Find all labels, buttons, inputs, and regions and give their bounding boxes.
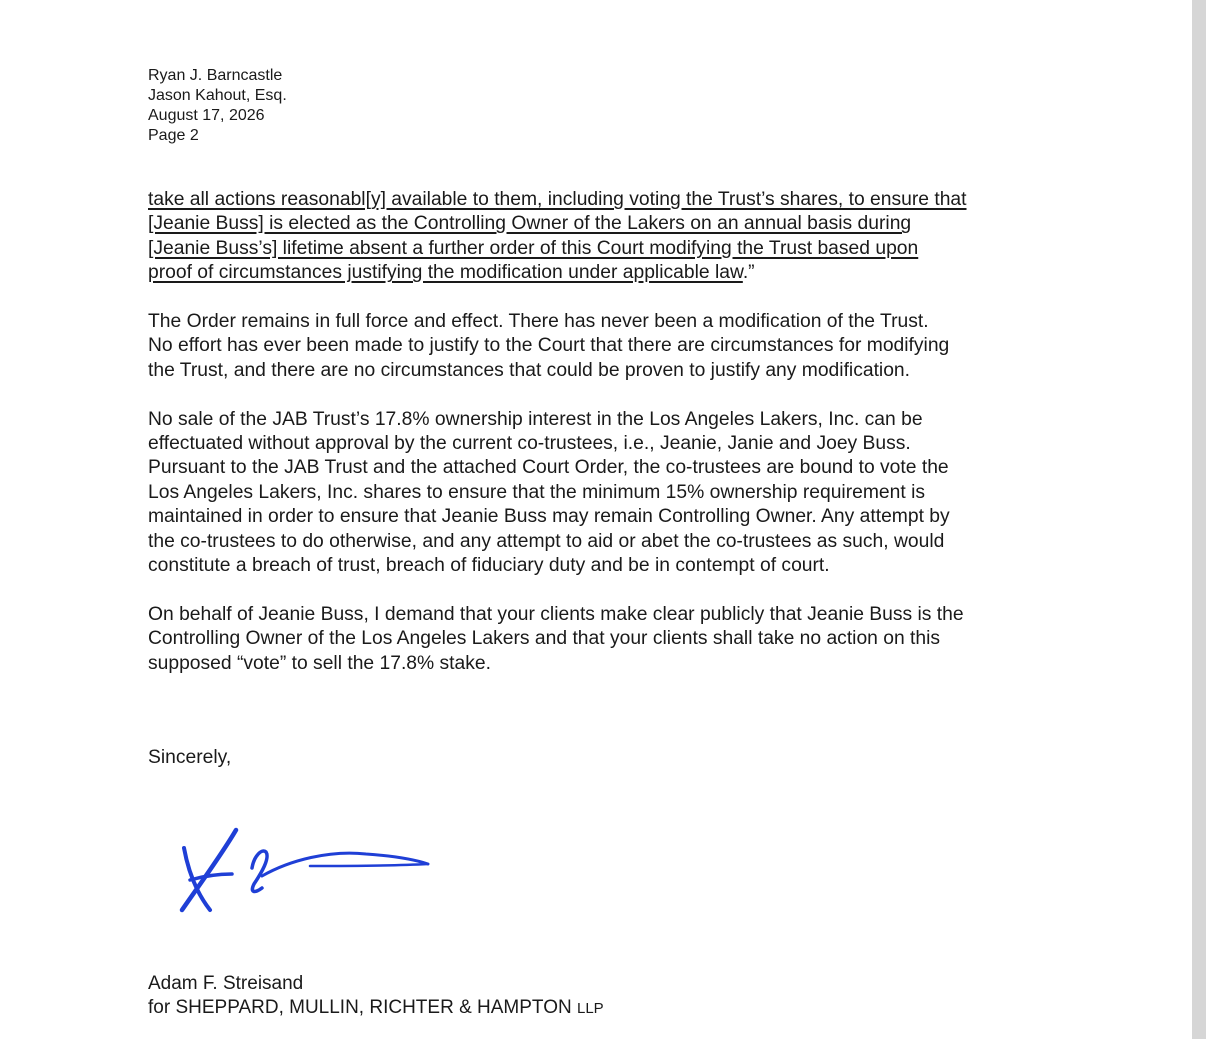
letter-date: August 17, 2026 xyxy=(148,107,265,124)
handwritten-signature xyxy=(170,820,450,920)
paragraph-line: supposed “vote” to sell the 17.8% stake. xyxy=(148,652,491,674)
paragraph-line: maintained in order to ensure that Jeanie Buss may remain Controlling Owner. Any attempt by xyxy=(148,506,950,528)
signature-block xyxy=(148,972,604,1021)
closing-salutation: Sincerely, xyxy=(148,747,232,768)
quote-line: take all actions reasonabl[y] available to them, including voting the Trust’s shares, to ensure that xyxy=(148,189,967,210)
firm-name: for SHEPPARD, MULLIN, RICHTER & HAMPTON LLP xyxy=(148,997,604,1018)
recipient-name: Ryan J. Barncastle xyxy=(148,67,283,84)
quote-line: proof of circumstances justifying the modification under applicable law.” xyxy=(148,262,755,284)
quoted-order xyxy=(148,188,1068,286)
recipient-name: Jason Kahout, Esq. xyxy=(148,87,287,104)
paragraph-line: The Order remains in full force and effect. There has never been a modification of the Trust. xyxy=(148,311,929,333)
letter-body xyxy=(148,188,1068,676)
paragraph-line: No effort has ever been made to justify to the Court that there are circumstances for modifying xyxy=(148,335,950,357)
paragraph-line: On behalf of Jeanie Buss, I demand that your clients make clear publicly that Jeanie Buss is the xyxy=(148,603,964,625)
paragraph xyxy=(148,310,1068,383)
page-edge xyxy=(1192,0,1206,1039)
quote-line: [Jeanie Buss] is elected as the Controlling Owner of the Lakers on an annual basis during xyxy=(148,213,912,235)
page-number: Page 2 xyxy=(148,127,199,144)
paragraph-line: Los Angeles Lakers, Inc. shares to ensure that the minimum 15% ownership requirement is xyxy=(148,481,926,503)
paragraph-line: the Trust, and there are no circumstances that could be proven to justify any modification. xyxy=(148,359,911,381)
letter-header xyxy=(148,66,287,146)
quote-line: [Jeanie Buss’s] lifetime absent a further order of this Court modifying the Trust based upon xyxy=(148,237,919,259)
paragraph-line: Pursuant to the JAB Trust and the attached Court Order, the co-trustees are bound to vote the xyxy=(148,457,949,479)
signer-name: Adam F. Streisand xyxy=(148,973,304,994)
paragraph-line: Controlling Owner of the Los Angeles Lakers and that your clients shall take no action on this xyxy=(148,628,941,650)
paragraph-line: No sale of the JAB Trust’s 17.8% ownership interest in the Los Angeles Lakers, Inc. can be xyxy=(148,408,923,430)
paragraph xyxy=(148,408,1068,579)
paragraph-line: constitute a breach of trust, breach of fiduciary duty and be in contempt of court. xyxy=(148,555,830,577)
paragraph-line: the co-trustees to do otherwise, and any attempt to aid or abet the co-trustees as such, would xyxy=(148,530,945,552)
paragraph-line: effectuated without approval by the current co-trustees, i.e., Jeanie, Janie and Joey Buss. xyxy=(148,433,911,455)
paragraph xyxy=(148,603,1068,676)
firm-suffix: LLP xyxy=(576,1000,604,1017)
